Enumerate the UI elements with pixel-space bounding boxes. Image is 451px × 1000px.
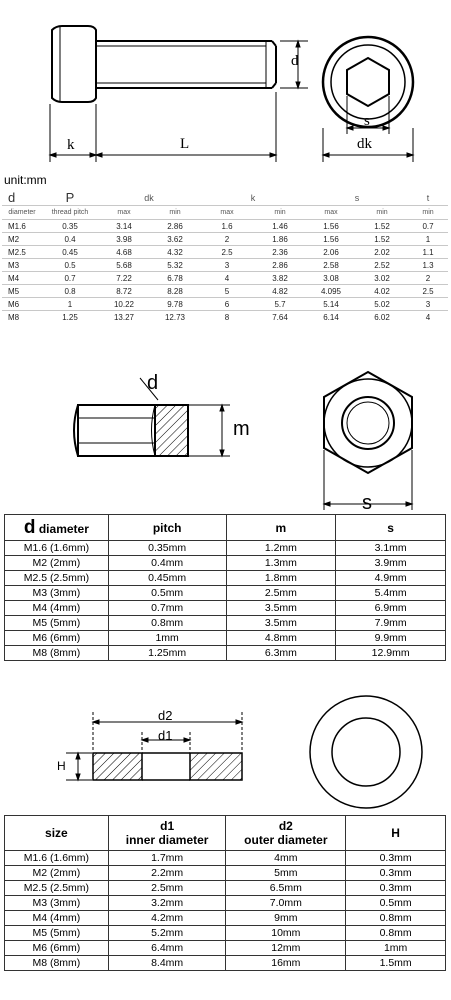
table-cell: 0.5 (42, 259, 98, 272)
table-cell: 0.35mm (108, 541, 226, 556)
table-cell: 3.5mm (226, 616, 336, 631)
table-cell: 3.14 (98, 220, 150, 233)
table-cell: 3 (408, 298, 448, 311)
header-P: P (65, 190, 75, 205)
nut-label-m: m (233, 418, 250, 440)
table-cell: 0.45mm (108, 571, 226, 586)
table-cell: 3.62 (150, 233, 200, 246)
washer-row (5, 926, 446, 941)
nut-row (5, 601, 446, 616)
washer-row (5, 896, 446, 911)
table-cell: 1.3mm (226, 556, 336, 571)
table-cell: M4 (2, 272, 42, 285)
table-cell: 2 (200, 233, 254, 246)
table-cell: 1.25 (42, 311, 98, 324)
table-cell: 0.4 (42, 233, 98, 246)
table-cell: 0.35 (42, 220, 98, 233)
table-cell: 7.9mm (336, 616, 446, 631)
table-cell: 3 (200, 259, 254, 272)
table-cell: 0.7 (408, 220, 448, 233)
header-t: t (426, 192, 430, 203)
label-s: s (364, 113, 370, 129)
table-cell: 4 (200, 272, 254, 285)
table-cell: M2 (2mm) (5, 866, 109, 881)
table-cell: 0.4mm (108, 556, 226, 571)
table-cell: M1.6 (2, 220, 42, 233)
table-cell: M2.5 (2.5mm) (5, 881, 109, 896)
table-cell: 3.08 (306, 272, 356, 285)
table-cell: 5.14 (306, 298, 356, 311)
table-cell: 10mm (226, 926, 346, 941)
table-cell: 0.8mm (346, 911, 446, 926)
subheader-cell: min (150, 206, 200, 220)
table-cell: 3.2mm (108, 896, 226, 911)
washer-row (5, 866, 446, 881)
washer-header-size: size (5, 816, 109, 851)
table-cell: M2 (2, 233, 42, 246)
table-cell: 4.095 (306, 285, 356, 298)
table-cell: 5.2mm (108, 926, 226, 941)
table-cell: M3 (2, 259, 42, 272)
table-cell: 0.5mm (108, 586, 226, 601)
washer-label-d1: d1 (158, 728, 173, 743)
table-cell: 1.6 (200, 220, 254, 233)
table-cell: M8 (8mm) (5, 956, 109, 971)
table-cell: 6.9mm (336, 601, 446, 616)
nut-header-diameter-text: diameter (35, 521, 89, 536)
nut-row (5, 616, 446, 631)
table-cell: 1 (42, 298, 98, 311)
table-cell: 1.56 (306, 233, 356, 246)
nut-row (5, 646, 446, 661)
table-cell: 3.1mm (336, 541, 446, 556)
table-cell: 9.78 (150, 298, 200, 311)
nut-row (5, 541, 446, 556)
subheader-cell: min (356, 206, 408, 220)
table-cell: 4.32 (150, 246, 200, 259)
screw-subheader-row (2, 206, 448, 220)
washer-row (5, 911, 446, 926)
table-cell: 1mm (108, 631, 226, 646)
washer-dimension-table (4, 815, 446, 971)
table-cell: 2.5mm (226, 586, 336, 601)
table-cell: 0.8mm (346, 926, 446, 941)
table-cell: M6 (6mm) (5, 941, 109, 956)
table-cell: 9.9mm (336, 631, 446, 646)
table-cell: M2.5 (2, 246, 42, 259)
table-cell: 1.52 (356, 233, 408, 246)
subheader-cell: max (306, 206, 356, 220)
nut-header-diameter (5, 515, 109, 541)
table-cell: 0.45 (42, 246, 98, 259)
nut-header-pitch: pitch (108, 515, 226, 541)
table-cell: 2.5 (200, 246, 254, 259)
washer-row (5, 941, 446, 956)
table-cell: 2.86 (254, 259, 306, 272)
table-cell: 1.1 (408, 246, 448, 259)
table-cell: 2.52 (356, 259, 408, 272)
table-cell: 13.27 (98, 311, 150, 324)
table-cell: M5 (2, 285, 42, 298)
nut-row (5, 631, 446, 646)
table-cell: 10.22 (98, 298, 150, 311)
screw-row (2, 311, 448, 324)
table-cell: 0.3mm (346, 881, 446, 896)
nut-header-s: s (336, 515, 446, 541)
nut-row (5, 556, 446, 571)
header-k: k (250, 192, 256, 203)
table-cell: 1.46 (254, 220, 306, 233)
table-cell: M6 (2, 298, 42, 311)
table-cell: 2 (408, 272, 448, 285)
table-cell: 0.5mm (346, 896, 446, 911)
table-cell: 5 (200, 285, 254, 298)
table-cell: 6.14 (306, 311, 356, 324)
screw-row (2, 285, 448, 298)
washer-header-d2-sub: outer diameter (244, 833, 328, 847)
washer-drawing (0, 680, 451, 810)
table-cell: 6.02 (356, 311, 408, 324)
table-cell: M3 (3mm) (5, 586, 109, 601)
table-cell: 1.3 (408, 259, 448, 272)
subheader-cell: max (98, 206, 150, 220)
table-cell: 4.82 (254, 285, 306, 298)
header-d: d (8, 190, 16, 205)
table-cell: M5 (5mm) (5, 926, 109, 941)
screw-row (2, 298, 448, 311)
washer-label-d2: d2 (158, 708, 173, 723)
table-cell: 6.3mm (226, 646, 336, 661)
subheader-cell: min (254, 206, 306, 220)
washer-header-d2 (226, 816, 346, 851)
table-cell: M8 (8mm) (5, 646, 109, 661)
table-cell: 2.5mm (108, 881, 226, 896)
label-dk: dk (357, 136, 372, 152)
table-cell: M4 (4mm) (5, 601, 109, 616)
table-cell: 4.8mm (226, 631, 336, 646)
washer-header-d2-label: d2 (278, 819, 293, 833)
table-cell: M1.6 (1.6mm) (5, 541, 109, 556)
table-cell: 1.7mm (108, 851, 226, 866)
table-cell: 1.2mm (226, 541, 336, 556)
washer-header-d1 (108, 816, 226, 851)
table-cell: 12mm (226, 941, 346, 956)
table-cell: 6.4mm (108, 941, 226, 956)
table-cell: 12.73 (150, 311, 200, 324)
table-cell: 5.32 (150, 259, 200, 272)
table-cell: M1.6 (1.6mm) (5, 851, 109, 866)
table-cell: M4 (4mm) (5, 911, 109, 926)
table-cell: 2.06 (306, 246, 356, 259)
screw-row (2, 272, 448, 285)
nut-label-s: s (362, 492, 372, 514)
table-cell: 6.78 (150, 272, 200, 285)
nut-header-d: d (23, 516, 36, 538)
subheader-cell: max (200, 206, 254, 220)
label-d: d (291, 53, 299, 69)
table-cell: 8 (200, 311, 254, 324)
table-cell: 3.82 (254, 272, 306, 285)
table-cell: 2.36 (254, 246, 306, 259)
nut-header-m: m (226, 515, 336, 541)
table-cell: 0.7mm (108, 601, 226, 616)
nut-row (5, 571, 446, 586)
table-cell: 3.98 (98, 233, 150, 246)
table-cell: 8.4mm (108, 956, 226, 971)
table-cell: 12.9mm (336, 646, 446, 661)
table-cell: 5.02 (356, 298, 408, 311)
nut-label-d: d (147, 372, 159, 394)
washer-row (5, 851, 446, 866)
table-cell: 4mm (226, 851, 346, 866)
table-cell: 1.56 (306, 220, 356, 233)
table-cell: 4.68 (98, 246, 150, 259)
table-cell: 2.2mm (108, 866, 226, 881)
screw-row (2, 220, 448, 233)
table-cell: 5.4mm (336, 586, 446, 601)
table-cell: 2.58 (306, 259, 356, 272)
table-cell: M6 (6mm) (5, 631, 109, 646)
nut-dimension-table (4, 514, 446, 661)
washer-label-H: H (57, 759, 66, 773)
screw-row (2, 259, 448, 272)
screw-dimension-table (2, 190, 448, 323)
table-cell: 2.5 (408, 285, 448, 298)
table-cell: M2 (2mm) (5, 556, 109, 571)
subheader-cell: diameter (2, 206, 42, 220)
table-cell: 7.0mm (226, 896, 346, 911)
label-L: L (180, 136, 190, 152)
table-cell: 6.5mm (226, 881, 346, 896)
table-cell: 0.3mm (346, 866, 446, 881)
table-cell: 9mm (226, 911, 346, 926)
nut-row (5, 586, 446, 601)
unit-label: unit:mm (4, 173, 47, 187)
table-cell: 1.25mm (108, 646, 226, 661)
table-cell: 1.52 (356, 220, 408, 233)
table-cell: 1.86 (254, 233, 306, 246)
table-cell: 5.68 (98, 259, 150, 272)
washer-row (5, 956, 446, 971)
table-cell: 3.5mm (226, 601, 336, 616)
table-cell: 5.7 (254, 298, 306, 311)
table-cell: M8 (2, 311, 42, 324)
table-cell: 1.8mm (226, 571, 336, 586)
table-cell: 6 (200, 298, 254, 311)
table-cell: 16mm (226, 956, 346, 971)
table-cell: 2.86 (150, 220, 200, 233)
table-cell: 2.02 (356, 246, 408, 259)
table-cell: 1mm (346, 941, 446, 956)
table-cell: M5 (5mm) (5, 616, 109, 631)
nut-drawing (0, 360, 451, 510)
table-cell: 7.22 (98, 272, 150, 285)
table-cell: 1.5mm (346, 956, 446, 971)
table-cell: 1 (408, 233, 448, 246)
screw-row (2, 233, 448, 246)
washer-row (5, 881, 446, 896)
table-cell: 8.28 (150, 285, 200, 298)
subheader-cell: min (408, 206, 448, 220)
table-cell: M2.5 (2.5mm) (5, 571, 109, 586)
subheader-cell: thread pitch (42, 206, 98, 220)
table-cell: 4.9mm (336, 571, 446, 586)
table-cell: M3 (3mm) (5, 896, 109, 911)
header-dk: dk (144, 192, 154, 203)
table-cell: 3.9mm (336, 556, 446, 571)
table-cell: 8.72 (98, 285, 150, 298)
screw-row (2, 246, 448, 259)
table-cell: 4.2mm (108, 911, 226, 926)
table-cell: 7.64 (254, 311, 306, 324)
washer-header-d1-sub: inner diameter (125, 833, 209, 847)
table-cell: 0.3mm (346, 851, 446, 866)
table-cell: 3.02 (356, 272, 408, 285)
label-k: k (67, 137, 75, 153)
header-s: s (354, 192, 360, 203)
table-cell: 4 (408, 311, 448, 324)
washer-header-H: H (346, 816, 446, 851)
table-cell: 0.7 (42, 272, 98, 285)
table-cell: 5mm (226, 866, 346, 881)
table-cell: 4.02 (356, 285, 408, 298)
table-cell: 0.8mm (108, 616, 226, 631)
table-cell: 0.8 (42, 285, 98, 298)
washer-header-d1-label: d1 (160, 819, 175, 833)
